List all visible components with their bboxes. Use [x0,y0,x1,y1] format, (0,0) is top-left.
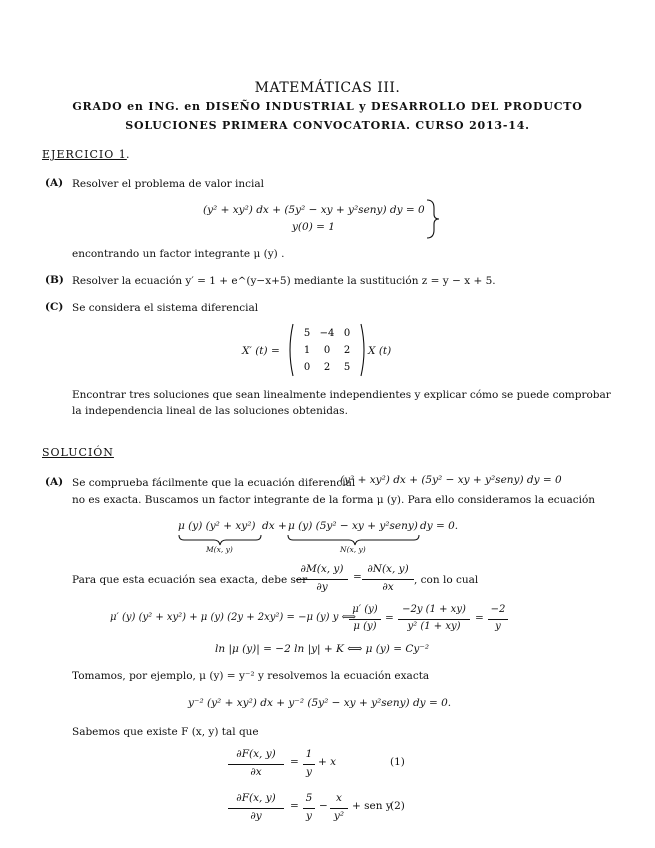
exact-equation: y⁻² (y² + xy²) dx + y⁻² (5y² − xy + y²seny) dy = 0. [188,697,452,709]
dN-den: ∂x [382,581,394,593]
exercise-b-text: Resolver la ecuación y′ = 1 + e^(y−x+5) mediante la sustitución z = y − x + 5. [72,275,496,287]
log-solution: ln |μ (y)| = −2 ln |y| + K ⟺ μ (y) = Cy⁻² [215,643,430,655]
system-brace [424,198,442,240]
solution-p2-end: , con lo cual [414,574,479,586]
matrix-cell: 1 [303,345,311,356]
matrix-cell: 2 [343,345,351,356]
eq2-den: ∂y [250,810,262,822]
solution-p1-equation: (y² + xy²) dx + (5y² − xy + y²seny) dy = 0 [340,474,562,486]
f3-num: −2 [490,604,506,615]
eq1-rhs-num: 1 [305,748,313,760]
eq2-tail: + sen y [352,800,392,812]
eq1-tag: (1) [390,756,405,768]
eq1-rhs-den: y [306,766,312,778]
degree-line: GRADO en ING. en DISEÑO INDUSTRIAL y DESARROLLO DEL PRODUCTO [72,100,583,113]
f2-num: −2y (1 + xy) [402,604,466,615]
solution-p4: Sabemos que existe F (x, y) tal que [72,726,259,738]
f1-num: μ′ (y) [352,604,378,615]
eq1-den: ∂x [250,766,262,778]
mu-M-term: μ (y) (y² + xy²) [178,520,256,532]
page-title: MATEMÁTICAS III. [254,80,401,96]
eq2-a-num: 5 [305,792,313,804]
system-rhs: X (t) [368,345,392,357]
matrix-cell: 0 [323,345,331,356]
exercise-c-label: (C) [45,301,64,313]
dM-num: ∂M(x, y) [300,563,344,575]
solution-p1b: no es exacta. Buscamos un factor integrante de la forma μ (y). Para ello consideramos la ecuación [72,494,596,506]
eq2-b-num: x [336,792,342,804]
dM-den: ∂y [316,581,328,593]
matrix-cell: 2 [323,362,331,373]
exercise-a-label: (A) [45,177,64,189]
f1-den: μ (y) [353,621,377,632]
matrix-cell: 0 [343,328,351,339]
exercise-a-equation: (y² + xy²) dx + (5y² − xy + y²seny) dy = 0 [203,204,425,216]
exercise-a-text: Resolver el problema de valor incial [72,178,264,190]
system-lhs: X′ (t) = [242,345,280,357]
f3-den: y [495,621,501,632]
solution-heading: SOLUCIÓN [42,446,114,459]
solution-p1a: Se comprueba fácilmente que la ecuación diferencial [72,477,356,489]
exercise-c-after-1: Encontrar tres soluciones que sean linealmente independientes y explicar cómo se puede comprobar [72,389,611,401]
eq2-a-den: y [306,810,312,822]
session-line: SOLUCIONES PRIMERA CONVOCATORIA. CURSO 2013-14. [125,119,530,132]
exercise-a-after: encontrando un factor integrante μ (y) . [72,248,285,260]
mu-ode-left: μ′ (y) (y² + xy²) + μ (y) (2y + 2xy²) = −μ (y) y ⟺ [110,612,356,623]
brace-label-N: N(x, y) [340,545,366,554]
eq2-tag: (2) [390,800,405,812]
eq2-b-den: y² [333,810,345,822]
dx-plus: dx + [262,520,287,532]
eq1-num: ∂F(x, y) [236,748,276,760]
mu-N-term: μ (y) (5y² − xy + y²seny) [288,520,418,532]
matrix-cell: 5 [303,328,311,339]
f2-den: y² (1 + xy) [407,621,461,632]
matrix-cell: 0 [303,362,311,373]
solution-p3: Tomamos, por ejemplo, μ (y) = y⁻² y resolvemos la ecuación exacta [72,670,430,682]
matrix-cell: 5 [343,362,351,373]
exercise-a-initial: y(0) = 1 [292,221,335,233]
solution-p2: Para que esta ecuación sea exacta, debe ser [72,574,308,586]
dN-num: ∂N(x, y) [367,563,409,575]
solution-a-label: (A) [45,476,64,488]
brace-label-M: M(x, y) [206,545,233,554]
exercise-b-label: (B) [45,274,64,286]
dy-equals: dy = 0. [420,520,459,532]
eq1-tail: + x [318,756,337,768]
matrix-cell: −4 [319,328,335,339]
eq2-num: ∂F(x, y) [236,792,276,804]
exercise-c-text: Se considera el sistema diferencial [72,302,259,314]
coefficient-matrix [287,322,367,378]
exercise-c-after-2: la independencia lineal de las soluciones obtenidas. [72,405,348,417]
exercise-heading: EJERCICIO 1 [42,148,127,161]
